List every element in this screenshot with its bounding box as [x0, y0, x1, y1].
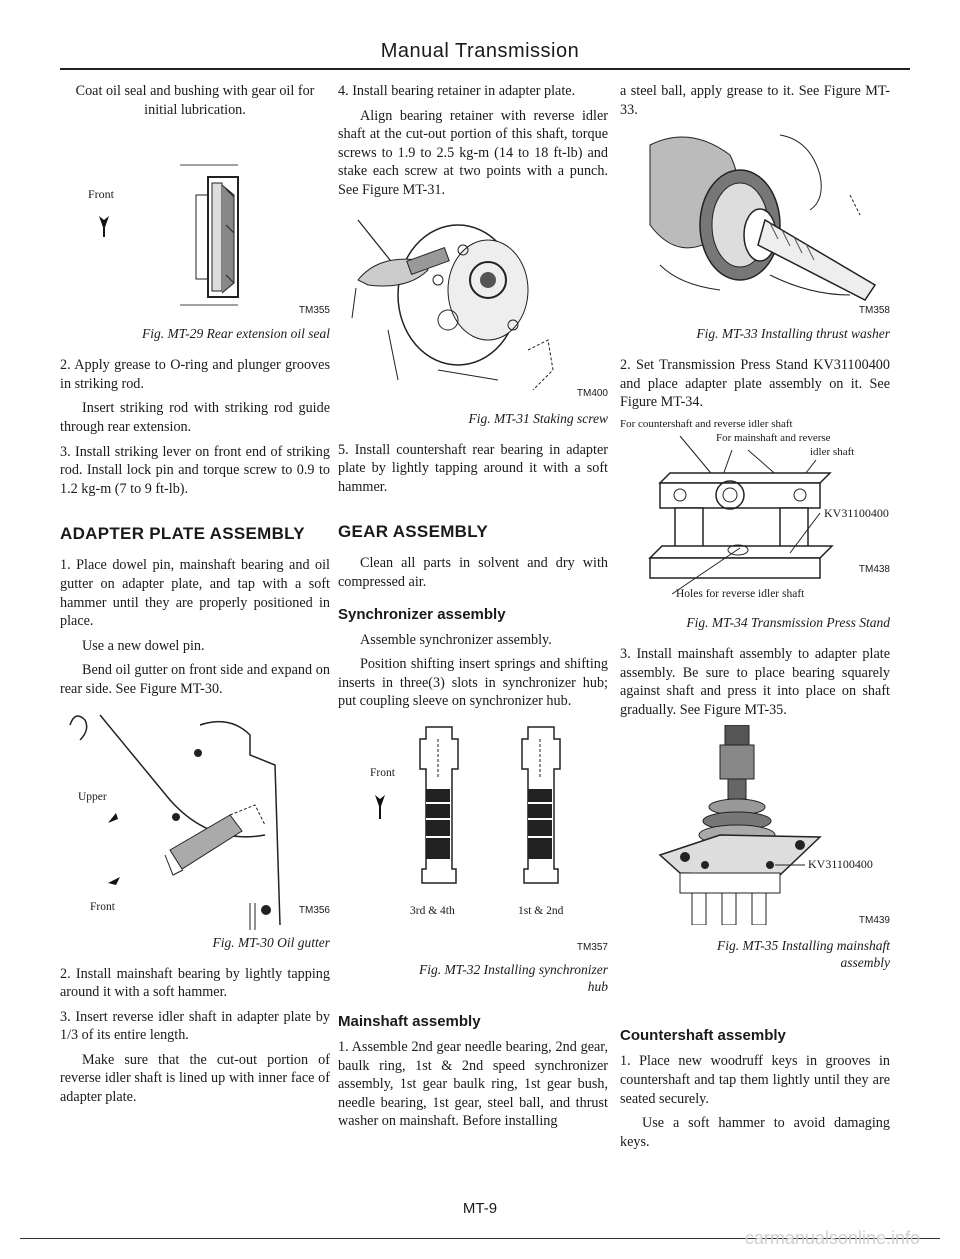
paragraph-step-4: 4. Install bearing retainer in adapter plate.	[338, 83, 576, 99]
tool-number: KV31100400	[824, 505, 889, 520]
figure-code: TM438	[858, 563, 890, 575]
figure-mt-30	[60, 705, 330, 930]
figure-code: TM400	[576, 387, 608, 399]
paragraph-sync-2: Position shifting insert springs and shifting inserts in three(3) slots in synchronizer hub; put coupling sleeve on synchronizer hub.	[338, 656, 608, 710]
paragraph-step-3: 3. Install striking lever on front end of striking rod. Install lock pin and torque screw to 0.9 to 1.2 kg-m (7 to 9 ft-lb).	[60, 443, 330, 497]
label-mainshaft: For mainshaft and reverse	[716, 431, 831, 444]
column-3	[620, 82, 890, 1157]
label-idler-shaft: idler shaft	[810, 445, 855, 458]
figure-code: TM357	[576, 941, 608, 953]
figure-caption: Fig. MT-31 Staking screw	[468, 410, 608, 426]
figure-caption: Fig. MT-33 Installing thrust washer	[696, 326, 890, 342]
paragraph-step-5: 5. Install countershaft rear bearing in adapter plate by lightly tapping around it with a soft hammer.	[338, 441, 608, 495]
figure-mt-35	[620, 725, 890, 925]
figure-code: TM356	[298, 904, 330, 916]
paragraph-adapter-1: 1. Place dowel pin, mainshaft bearing and oil gutter on adapter plate, and tap with a soft hammer until they are properly positioned in place.	[60, 557, 330, 630]
paragraph-gear-1: Clean all parts in solvent and dry with compressed air.	[338, 555, 608, 590]
label-3rd-4th: 3rd & 4th	[410, 904, 455, 917]
paragraph-thrust-1: a steel ball, apply grease to it. See Figure MT-33.	[620, 83, 890, 118]
heading-gear-assembly: GEAR ASSEMBLY	[338, 522, 489, 542]
paragraph-thrust-3: 3. Install mainshaft assembly to adapter plate assembly. Be sure to place bearing squarely against shaft and press it into place on shaft gradually. See Figure MT-35.	[620, 645, 890, 718]
front-label: Front	[90, 900, 115, 913]
arrow-upper-icon	[108, 813, 118, 823]
label-1st-2nd: 1st & 2nd	[518, 904, 564, 917]
figure-caption-line-2: hub	[587, 978, 608, 994]
page-header: Manual Transmission	[380, 40, 580, 62]
oil-seal-illustration	[60, 125, 330, 320]
paragraph-mainshaft-1: 1. Assemble 2nd gear needle bearing, 2nd gear, baulk ring, 1st & 2nd speed synchronizer assembly, 1st gear baulk ring, 1st gear bush, needle bearing, 1st gear, steel ball, and thrust washer on mainshaft. Before installing	[338, 1038, 608, 1130]
paragraph-adapter-1b: Use a new dowel pin.	[82, 637, 205, 654]
tool-number: KV31100400	[808, 857, 873, 872]
figure-caption: Fig. MT-30 Oil gutter	[212, 934, 330, 950]
figure-code: TM439	[858, 915, 890, 927]
figure-caption-line-1: Fig. MT-35 Installing mainshaft	[716, 938, 890, 954]
label-holes: Holes for reverse idler shaft	[676, 587, 805, 600]
paragraph-step-4b: Align bearing retainer with reverse idler shaft at the cut-out portion of this shaft, torque screws to 1.9 to 2.5 kg-m (14 to 18 ft-lb) and stake each screw at two points with a punch. See Figure MT-31.	[338, 107, 608, 198]
heading-adapter-plate-assembly: ADAPTER PLATE ASSEMBLY	[60, 524, 305, 544]
figure-caption: Fig. MT-34 Transmission Press Stand	[686, 614, 890, 630]
page-number: MT-9	[462, 1200, 498, 1217]
upper-label: Upper	[78, 790, 107, 803]
staking-screw-illustration	[338, 210, 608, 400]
column-1	[60, 82, 330, 1113]
heading-countershaft-assembly: Countershaft assembly	[620, 1027, 786, 1045]
figure-mt-33	[620, 125, 890, 325]
figure-caption: Fig. MT-29 Rear extension oil seal	[142, 326, 330, 342]
figure-mt-31	[338, 210, 608, 410]
paragraph-intro: Coat oil seal and bushing with gear oil for initial lubrication.	[75, 83, 315, 118]
sync-1st-2nd	[522, 727, 560, 883]
paragraph-adapter-2: 2. Install mainshaft bearing by lightly tapping around it with a soft hammer.	[60, 965, 330, 1001]
paragraph-counter-1: 1. Place new woodruff keys in grooves in countershaft and tap them lightly until they are seated securely.	[620, 1053, 890, 1107]
paragraph-thrust-2: 2. Set Transmission Press Stand KV31100400 and place adapter plate assembly on it. See Figure MT-34.	[620, 357, 890, 411]
front-label: Front	[370, 766, 395, 779]
paragraph-counter-1b: Use a soft hammer to avoid damaging keys.	[620, 1115, 890, 1150]
paragraph-adapter-3b: Make sure that the cut-out portion of reverse idler shaft is lined up with inner face of adapter plate.	[60, 1051, 330, 1106]
install-mainshaft-illustration	[620, 725, 890, 925]
figure-caption-line-2: assembly	[840, 955, 890, 971]
watermark: carmanualsonline.info	[744, 1228, 920, 1248]
column-2	[338, 82, 608, 1137]
paragraph-step-2: 2. Apply grease to O-ring and plunger grooves in striking rod.	[60, 357, 330, 392]
figure-mt-34	[620, 418, 890, 608]
oil-gutter-illustration	[60, 705, 330, 930]
figure-mt-29	[60, 125, 330, 325]
heading-mainshaft-assembly: Mainshaft assembly	[338, 1012, 481, 1030]
front-label: Front	[88, 187, 115, 202]
sync-3rd-4th	[420, 727, 458, 883]
paragraph-adapter-1c: Bend oil gutter on front side and expand on rear side. See Figure MT-30.	[60, 662, 330, 697]
paragraph-adapter-3: 3. Insert reverse idler shaft in adapter plate by 1/3 of its entire length.	[60, 1008, 330, 1044]
header-rule	[60, 68, 910, 70]
figure-code: TM358	[858, 305, 890, 317]
paragraph-sync-1: Assemble synchronizer assembly.	[360, 631, 552, 648]
figure-code: TM355	[298, 305, 330, 317]
heading-synchronizer-assembly: Synchronizer assembly	[338, 605, 506, 623]
paragraph-step-2b: Insert striking rod with striking rod guide through rear extension.	[60, 400, 330, 435]
arrow-front-icon	[108, 877, 120, 885]
thrust-washer-illustration	[620, 125, 890, 310]
figure-mt-32	[338, 719, 608, 934]
label-countershaft: For countershaft and reverse idler shaft	[620, 417, 793, 430]
synchronizer-hub-illustration	[338, 719, 608, 899]
figure-caption-line-1: Fig. MT-32 Installing synchronizer	[419, 961, 608, 977]
